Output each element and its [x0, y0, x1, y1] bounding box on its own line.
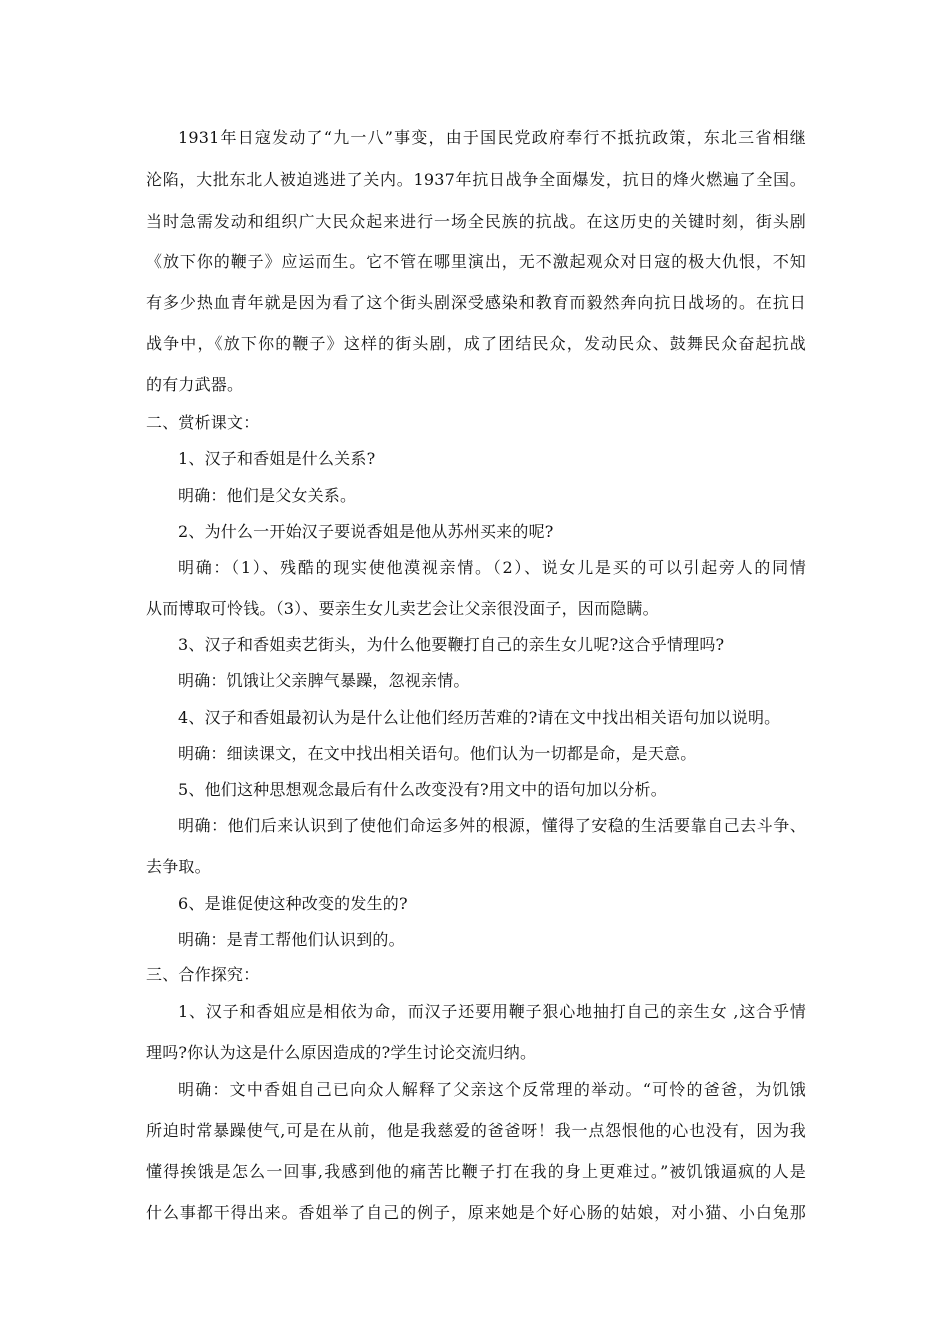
question-line: 2、为什么一开始汉子要说香姐是他从苏州买来的呢?: [178, 522, 554, 541]
answer-line: 明确：（1）、残酷的现实使他漠视亲情。（2）、说女儿是买的可以引起旁人的同情: [178, 558, 806, 577]
answer-line: 明确：饥饿让父亲脾气暴躁，忽视亲情。: [178, 671, 470, 690]
discussion-line: 什么事都干得出来。香姐举了自己的例子，原来她是个好心肠的姑娘，对小猫、小白兔那: [146, 1203, 806, 1222]
discussion-line: 理吗?你认为这是什么原因造成的?学生讨论交流归纳。: [146, 1043, 537, 1062]
answer-line: 明确：细读课文，在文中找出相关语句。他们认为一切都是命，是天意。: [178, 744, 697, 763]
intro-line: 《放下你的鞭子》应运而生。它不管在哪里演出，无不激起观众对日寇的极大仇恨，不知: [146, 252, 806, 271]
discussion-line: 所迫时常暴躁使气,可是在从前，他是我慈爱的爸爸呀！我一点怨恨他的心也没有，因为我: [146, 1121, 806, 1140]
answer-line: 从而博取可怜钱。（3）、要亲生女儿卖艺会让父亲很没面子，因而隐瞒。: [146, 599, 659, 618]
answer-line: 明确：他们是父女关系。: [178, 486, 357, 505]
intro-line: 战争中，《放下你的鞭子》这样的街头剧，成了团结民众，发动民众、鼓舞民众奋起抗战: [146, 334, 806, 353]
question-line: 1、汉子和香姐是什么关系?: [178, 449, 376, 468]
answer-line: 去争取。: [146, 857, 211, 876]
question-line: 5、他们这种思想观念最后有什么改变没有?用文中的语句加以分析。: [178, 780, 667, 799]
discussion-line: 明确：文中香姐自己已向众人解释了父亲这个反常理的举动。“可怜的爸爸，为饥饿: [178, 1080, 806, 1099]
intro-line: 1931年日寇发动了“九一八”事变，由于国民党政府奉行不抵抗政策，东北三省相继: [178, 128, 806, 147]
intro-line: 当时急需发动和组织广大民众起来进行一场全民族的抗战。在这历史的关键时刻，街头剧: [146, 212, 806, 231]
discussion-line: 懂得挨饿是怎么一回事,我感到他的痛苦比鞭子打在我的身上更难过。”被饥饿逼疯的人是: [146, 1162, 806, 1181]
section-heading-appreciation: 二、赏析课文：: [146, 413, 260, 432]
intro-line: 的有力武器。: [146, 375, 244, 394]
question-line: 3、汉子和香姐卖艺街头，为什么他要鞭打自己的亲生女儿呢?这合乎情理吗?: [178, 635, 725, 654]
answer-line: 明确：是青工帮他们认识到的。: [178, 930, 405, 949]
question-line: 6、是谁促使这种改变的发生的?: [178, 894, 408, 913]
section-heading-cooperation: 三、合作探究：: [146, 965, 260, 984]
intro-line: 沦陷，大批东北人被迫逃进了关内。1937年抗日战争全面爆发，抗日的烽火燃遍了全国。: [146, 170, 806, 189]
discussion-line: 1、汉子和香姐应是相依为命，而汉子还要用鞭子狠心地抽打自己的亲生女 ,这合乎情: [178, 1002, 806, 1021]
question-line: 4、汉子和香姐最初认为是什么让他们经历苦难的?请在文中找出相关语句加以说明。: [178, 708, 781, 727]
answer-line: 明确：他们后来认识到了使他们命运多舛的根源，懂得了安稳的生活要靠自己去斗争、: [178, 816, 806, 835]
intro-line: 有多少热血青年就是因为看了这个街头剧深受感染和教育而毅然奔向抗日战场的。在抗日: [146, 293, 806, 312]
